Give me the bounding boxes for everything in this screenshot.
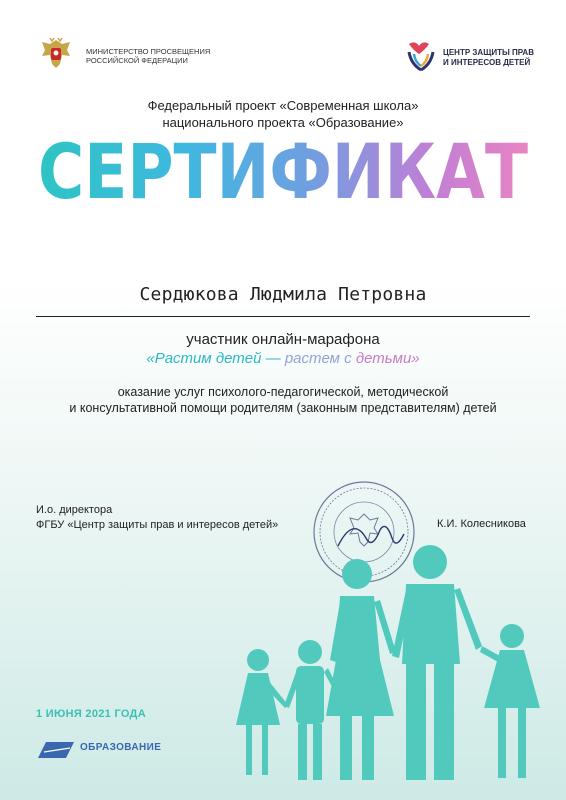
recipient-name: Сердюкова Людмила Петровна (139, 284, 427, 305)
project-line2: национального проекта «Образование» (162, 115, 404, 130)
signatory-position: И.о. директора (36, 504, 113, 516)
name-underline (36, 316, 530, 317)
certificate-title (0, 130, 566, 210)
center-name-line1: ЦЕНТР ЗАЩИТЫ ПРАВ (443, 48, 534, 57)
center-logo (405, 38, 545, 74)
description-line2: и консультативной помощи родителям (законным представителям) детей (69, 401, 497, 415)
marathon-title-part3: детьми» (355, 350, 420, 367)
marathon-title-part1: «Растим детей — (146, 350, 285, 367)
ministry-name-line2: РОССИЙСКОЙ ФЕДЕРАЦИИ (86, 56, 188, 65)
participant-role: участник онлайн-марафона (186, 331, 380, 348)
signatory-organization: ФГБУ «Центр защиты прав и интересов детей» (36, 519, 279, 531)
education-project-logo (36, 740, 176, 762)
project-subtitle (0, 97, 566, 131)
marathon-title-part2: растем с (284, 350, 356, 367)
service-description (0, 384, 566, 416)
family-heart-icon (405, 38, 437, 72)
flag-swoosh-icon (36, 740, 76, 760)
coat-of-arms-icon (36, 34, 76, 74)
certificate-title-text: СЕРТИФИКАТ (38, 130, 529, 210)
project-line1: Федеральный проект «Современная школа» (147, 98, 419, 113)
description-line1: оказание услуг психолого-педагогической, методической (117, 385, 449, 399)
education-logo-text: ОБРАЗОВАНИЕ (80, 742, 162, 753)
issue-date: 1 ИЮНЯ 2021 ГОДА (36, 708, 146, 720)
director-name: К.И. Колесникова (437, 518, 526, 530)
ministry-logo (36, 34, 246, 74)
family-silhouettes-illustration (230, 540, 550, 786)
center-name-line2: И ИНТЕРЕСОВ ДЕТЕЙ (443, 58, 531, 67)
signatory-block (36, 503, 278, 533)
marathon-title (0, 350, 566, 367)
ministry-name-line1: МИНИСТЕРСТВО ПРОСВЕЩЕНИЯ (86, 47, 211, 56)
